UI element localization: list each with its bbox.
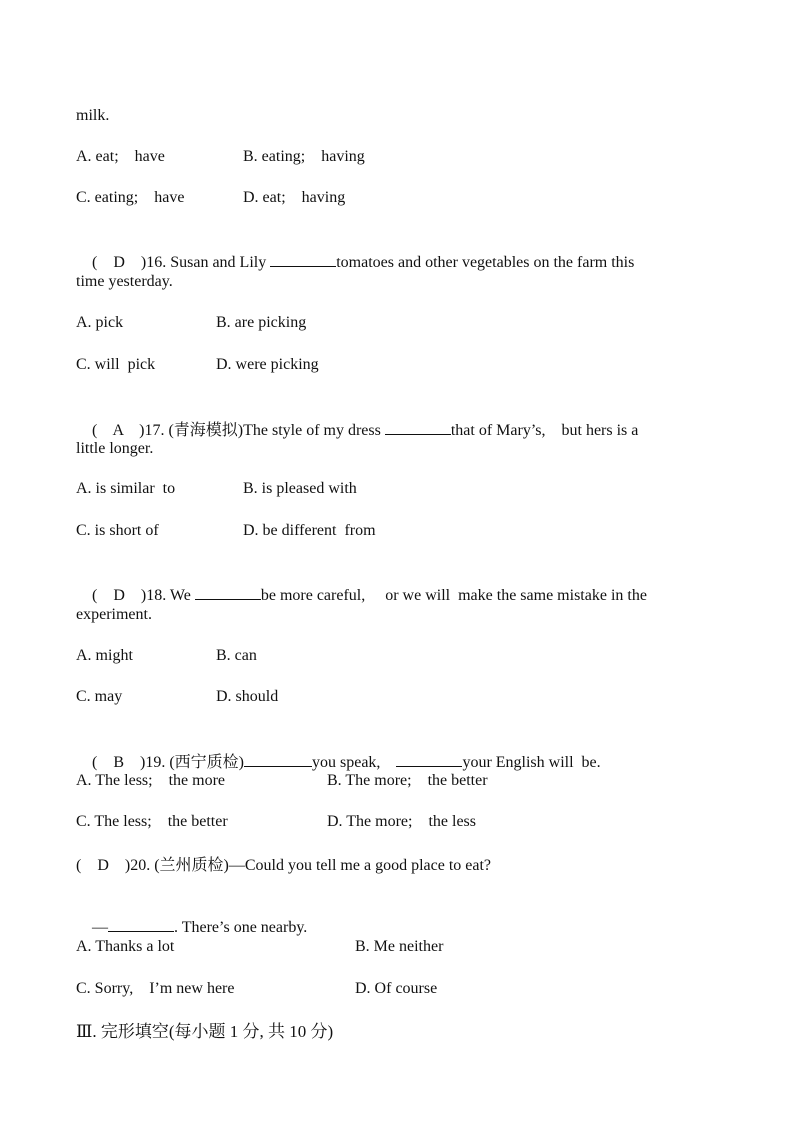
option-a: A. eat; have: [76, 148, 165, 165]
option-a: A. is similar to: [76, 480, 176, 497]
option-d: D. The more; the less: [327, 813, 477, 830]
question-20: ( D )20. (兰州质检)—Could you tell me a good place to eat?: [76, 857, 492, 874]
question-17-head: ( A )17. (青海模拟)The style of my dress: [92, 422, 385, 439]
option-a: A. pick: [76, 314, 124, 331]
option-a: A. Thanks a lot: [76, 938, 175, 955]
option-c: C. is short of: [76, 522, 159, 539]
continued-text: milk.: [76, 107, 110, 124]
worksheet-page: [76, 0, 718, 1123]
question-18-tail: be more careful, or we will make the same mistake in the: [260, 587, 647, 604]
option-d: D. were picking: [216, 356, 319, 373]
question-18: [76, 564, 647, 626]
option-d: D. Of course: [355, 980, 438, 997]
answer-blank: [108, 916, 174, 932]
answer-blank: [270, 251, 336, 267]
question-19-mid: you speak,: [312, 754, 397, 771]
option-b: B. are picking: [216, 314, 307, 331]
option-a: A. might: [76, 647, 133, 664]
answer-blank: [244, 751, 312, 767]
option-c: C. may: [76, 688, 123, 705]
option-c: C. will pick: [76, 356, 156, 373]
answer-blank: [396, 751, 462, 767]
question-17: [76, 399, 638, 461]
option-d: D. eat; having: [243, 189, 346, 206]
option-c: C. Sorry, I’m new here: [76, 980, 235, 997]
question-18-cont: experiment.: [76, 606, 152, 623]
option-b: B. eating; having: [243, 148, 365, 165]
question-18-head: ( D )18. We: [92, 587, 195, 604]
question-17-tail: that of Mary’s, but hers is a: [450, 422, 639, 439]
option-b: B. can: [216, 647, 257, 664]
option-c: C. The less; the better: [76, 813, 228, 830]
question-16-cont: time yesterday.: [76, 273, 173, 290]
question-16-head: ( D )16. Susan and Lily: [92, 254, 271, 271]
question-19-head: ( B )19. (西宁质检): [92, 754, 244, 771]
question-16-tail: tomatoes and other vegetables on the farm this: [336, 254, 635, 271]
question-19-tail: your English will be.: [462, 754, 601, 771]
option-b: B. The more; the better: [327, 772, 488, 789]
answer-blank: [195, 584, 261, 600]
option-d: D. be different from: [243, 522, 376, 539]
option-b: B. is pleased with: [243, 480, 357, 497]
question-17-cont: little longer.: [76, 440, 154, 457]
reply-dash: —: [92, 919, 108, 936]
section-heading: Ⅲ. 完形填空(每小题 1 分, 共 10 分): [76, 1022, 334, 1041]
option-d: D. should: [216, 688, 279, 705]
option-a: A. The less; the more: [76, 772, 226, 789]
answer-blank: [385, 419, 451, 435]
option-b: B. Me neither: [355, 938, 444, 955]
reply-text: . There’s one nearby.: [174, 919, 308, 936]
option-c: C. eating; have: [76, 189, 185, 206]
